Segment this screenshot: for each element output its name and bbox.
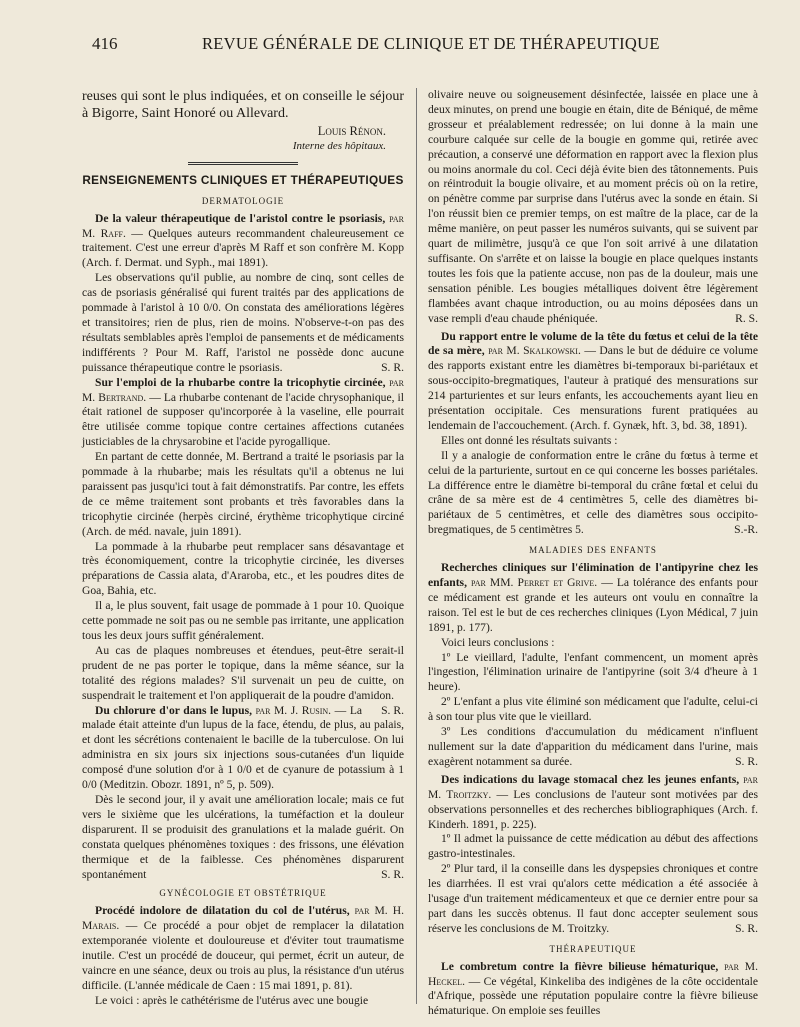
article-text: — La tolérance des enfants pour ce médicament est grande et les auteurs ont voulu en connaître la raison. Tel est le but de ces recherches cliniques (Lyon Médical, 7 juin 1891, p. 177). <box>428 576 758 634</box>
article-text: olivaire neuve ou soigneusement désinfectée, laissée en place une à deux minutes, on prend une bougie en étain, dite de Béniqué, de même grosseur et préalablement redressée; on lui donne à la main une courbure calquée sur celle de la bougie en gomme qui, retirée avec précaution, a conservé une déformation en rapport avec la flexion plus ou moins anormale du col. Ceci déjà évite bien des tâtonnements. Puis on réintroduit la bougie olivaire, et au moment précis où on la retire, on pénètre comme par surprise dans l'utérus avec la sonde en étain. Si l'on réussit bien ce premier temps, on est maître de la place, car de la même manière, on peut passer les numéros suivants, qui se suivent par quart de milimètre, jusqu'à ce que l'on soit arrivé à une dilatation suffisante. On s'arrête et on laisse la bougie en place quelques instants toutes les fois que la patiente accuse, non pas de la douleur, mais une sensation pénible. Les bougies métalliques doivent être légèrement flambées avant chaque introduction, ou au moins déposées dans un vase rempli d'eau chaude phéniquée. <box>428 88 758 325</box>
article-text: — La malade était atteinte d'un lupus de la face, étendu, de plus, au palais, et dont les sécrétions contenaient le bacille de la tuberculose. On lui administra en six jours six injections sous-cutanées d'un liquide composé d'une solution d'or à 1 0/0 et de cyanure de potassium à 1 0/0 (Meditzin. Obozr. 1891, nº 5, p. 509). <box>82 703 404 792</box>
article-text: — Dans le but de déduire ce volume des rapports existant entre les diamètres bi-temporaux bi-pariétaux et sous-occipito-bregmatiques, l'auteur à pratiqué des mensurations sur 214 parturientes et sur leurs enfants, les accouchements ayant lieu en présentation occipitale. Ces mensurations furent pratiquées au lendemain de l'accouchement. (Arch. f. Gynæk, hft. 3, bd. 38, 1891). <box>428 344 758 432</box>
article-paragraph: Il a, le plus souvent, fait usage de pommade à 1 pour 10. Quoique cette pommade ne soit pas ou ne semble pas irritante, une application tous les deux jours suffit généralement. <box>82 599 404 642</box>
article-signature: S. R. <box>381 867 404 881</box>
section-gynecology: GYNÉCOLOGIE ET OBSTÉTRIQUE <box>159 888 327 899</box>
article-text: Il y a analogie de conformation entre le crâne du fœtus à terme et celui de la parturiente, surtout en ce qui concerne les bosses pariétales. La différence entre le diamètre bi-temporal du crâne fœtal et celui du crâne de sa mère est de 4 centimètres 5, celle des diamètres bi-pariétaux de 5 centimètres, et celle des diamètres sous occipito-bregmatiques, de 5 centimètres 5. <box>428 448 758 537</box>
article-dilatation <box>82 904 404 993</box>
article-title: Le combretum contre la fièvre bilieuse hématurique, <box>441 959 719 973</box>
article-rhubarbe <box>82 376 404 451</box>
article-paragraph: Elles ont donné les résultats suivants : <box>441 433 618 447</box>
article-aristol <box>82 212 404 272</box>
article-paragraph <box>82 271 404 375</box>
section-children: MALADIES DES ENFANTS <box>529 545 657 556</box>
section-therapeutics: THÉRAPEUTIQUE <box>549 943 637 954</box>
page-number: 416 <box>92 34 118 53</box>
article-paragraph: En partant de cette donnée, M. Bertrand a traité le psoriasis par la pommade à la rhubarbe; mais les résultats qu'il a obtenus ne lui paraissent pas jusqu'ici tout à fait démonstratifs. Par contre, les effets de ce même traitement sont probants et très favorables dans la tricophytie circinée (herpès circiné, érythème tricophytique circiné (Arch. de méd. navale, juin 1891). <box>82 450 404 538</box>
column-divider <box>416 88 417 1004</box>
article-author: par M. Bertrand. <box>82 375 404 404</box>
article-title: Du chlorure d'or dans le lupus, <box>95 703 252 717</box>
article-signature: S. R. <box>735 921 758 935</box>
article-paragraph: 1º Le vieillard, l'adulte, l'enfant commencent, un moment après l'ingestion, l'élimination urinaire de l'antipyrine (soit 3/4 d'heure à 1 heure). <box>428 650 758 694</box>
article-signature: S. R. <box>381 703 404 717</box>
article-title: Sur l'emploi de la rhubarbe contre la tricophytie circinée, <box>95 375 386 389</box>
article-signature: S.-R. <box>734 523 758 537</box>
article-paragraph: La pommade à la rhubarbe peut remplacer sans désavantage et très économiquement, contre la tricophytie circinée, les diverses préparations de Cassia alata, d'Araroba, etc., et les poudres dites de Goa, Bahia, etc. <box>82 539 404 598</box>
article-chlorure <box>82 704 404 793</box>
article-signature: R. S. <box>735 311 758 325</box>
article-paragraph <box>428 862 758 937</box>
article-paragraph <box>428 725 758 770</box>
article-text: Dès le second jour, il y avait une amélioration locale; mais ce fut vers le sixième que les ulcérations, la tuméfaction et la douleur disparurent. Il se produisit des granulations et la malade guérit. On constata quelques phénomènes toxiques : des frissons, une élévation thermique et de la faiblesse. Ces phénomènes disparurent spontanément <box>82 792 404 881</box>
article-author: par M. Raff. <box>82 211 404 240</box>
intro-paragraph: reuses qui sont le plus indiquées, et on conseille le séjour à Bigorre, Saint Honoré ou Allevard. <box>82 89 404 121</box>
article-signature: S. R. <box>735 754 758 768</box>
article-combretum <box>428 960 758 1020</box>
article-text: 2º Plur tard, il la conseille dans les dyspepsies chroniques et contre les diarrhées. Il est vrai qu'alors cette médication a été associée à l'usage d'un traitement médicamenteux et que ce dernier entre pour sa part dans les succès obtenus. Il faut donc accepter seulement sous réserve les conclusions de M. Troitzky. <box>428 862 758 935</box>
article-author: par M. H. Marais. <box>82 904 404 933</box>
article-author: par M. J. Rusin. <box>255 703 332 717</box>
article-lavage <box>428 773 758 833</box>
article-paragraph: 1º Il admet la puissance de cette médication au début des affections gastro-intestinales. <box>428 832 758 861</box>
article-paragraph <box>428 88 758 327</box>
article-text: Les observations qu'il publie, au nombre de cinq, sont celles de cas de psoriasis généralisé qui furent traités par des applications de pommade à l'aristol à 10 0/0. On constata des améliorations légères et transitoires; rien de plus, rien de moins. N'observe-t-on pas des résultats semblables après l'emploi de pansements et de médicaments indifférents ? Pour M. Raff, l'aristol ne possède donc aucune puissance thérapeutique contre le psoriasis. <box>82 271 404 374</box>
article-author: par M. Heckel. <box>428 959 758 988</box>
article-paragraph <box>428 449 758 538</box>
section-dermatology: DERMATOLOGIE <box>201 195 285 206</box>
article-tete-foetus <box>428 330 758 434</box>
article-author: par M. Skalkowski. <box>488 344 581 358</box>
right-column <box>428 88 758 1019</box>
article-paragraph <box>82 793 404 882</box>
article-title: Procédé indolore de dilatation du col de l'utérus, <box>95 904 350 918</box>
article-author: par MM. Perret et Grive. <box>471 576 598 589</box>
journal-title: REVUE GÉNÉRALE DE CLINIQUE ET DE THÉRAPEUTIQUE <box>202 34 660 53</box>
section-separator <box>188 162 298 165</box>
article-title: Recherches cliniques sur l'élimination de l'antipyrine chez les enfants, <box>428 561 758 589</box>
running-head <box>0 34 800 56</box>
article-title: De la valeur thérapeutique de l'aristol contre le psoriasis, <box>95 211 386 225</box>
article-antipyrine <box>428 561 758 636</box>
article-paragraph: Voici leurs conclusions : <box>441 635 555 649</box>
article-text: Au cas de plaques nombreuses et étendues, peut-être serait-il prudent de ne pas porter le topique, dans la même séance, sur la totalité des régions malades? S'il survenait un peu de cuitte, on suspendrait le traitement et l'on appliquerait de la poudre d'amidon. <box>82 643 404 702</box>
article-text: — Quelques auteurs recommandent chaleureusement ce traitement. C'est une erreur d'après M Raff et son confrère M. Kopp (Arch. f. Dermat. und Syph., mai 1891). <box>82 226 404 270</box>
signature-role: Interne des hôpitaux. <box>292 139 386 152</box>
article-text: — Ce procédé a pour objet de remplacer la dilatation extemporanée violente et douloureuse et d'éviter tout traumatisme inutile. C'est un procédé de douceur, qui permet, écrit un auteur, de vaincre en une séance, deux ou trois au plus, la résistance d'un utérus difficile. (L'année médicale de Caen : 15 mai 1891, p. 81). <box>82 919 405 992</box>
article-author: par M. Troitzky. <box>428 772 758 801</box>
article-title: Du rapport entre le volume de la tête du fœtus et celui de la tête de sa mère, <box>428 329 758 358</box>
signature-name: Louis Rénon. <box>317 124 386 138</box>
main-heading: RENSEIGNEMENTS CLINIQUES ET THÉRAPEUTIQUES <box>82 172 404 187</box>
article-text: 3º Les conditions d'accumulation du médicament n'influent nullement sur la date d'apparition du médicament dans l'urine, mais exagèrent notamment sa durée. <box>428 725 758 768</box>
article-text: — La rhubarbe contenant de l'acide chrysophanique, il était rationel de supposer qu'incorporée à la vaseline, elle pourrait être utilisée comme topique contre certaines affections cutanées justiciables de la chrysarobine et l'acide pyrogallique. <box>82 390 404 449</box>
article-title: Des indications du lavage stomacal chez les jeunes enfants, <box>441 772 740 786</box>
article-text: — Les conclusions de l'auteur sont motivées par des observations personnelles et des recherches bibliographiques (Arch. f. Kinderh. 1891, p. 225). <box>428 787 758 831</box>
article-paragraph: Le voici : après le cathétérisme de l'utérus avec une bougie <box>95 993 369 1007</box>
left-column <box>82 88 404 1009</box>
article-paragraph: 2º L'enfant a plus vite éliminé son médicament que l'adulte, celui-ci à son tour plus vite que le vieillard. <box>428 695 758 724</box>
article-signature: S. R. <box>381 360 404 374</box>
article-text: — Ce végétal, Kinkeliba des indigènes de la côte occidentale d'Afrique, possède une réputation populaire contre la fièvre bilieuse hématurique. On emploie ses feuilles <box>428 974 758 1018</box>
